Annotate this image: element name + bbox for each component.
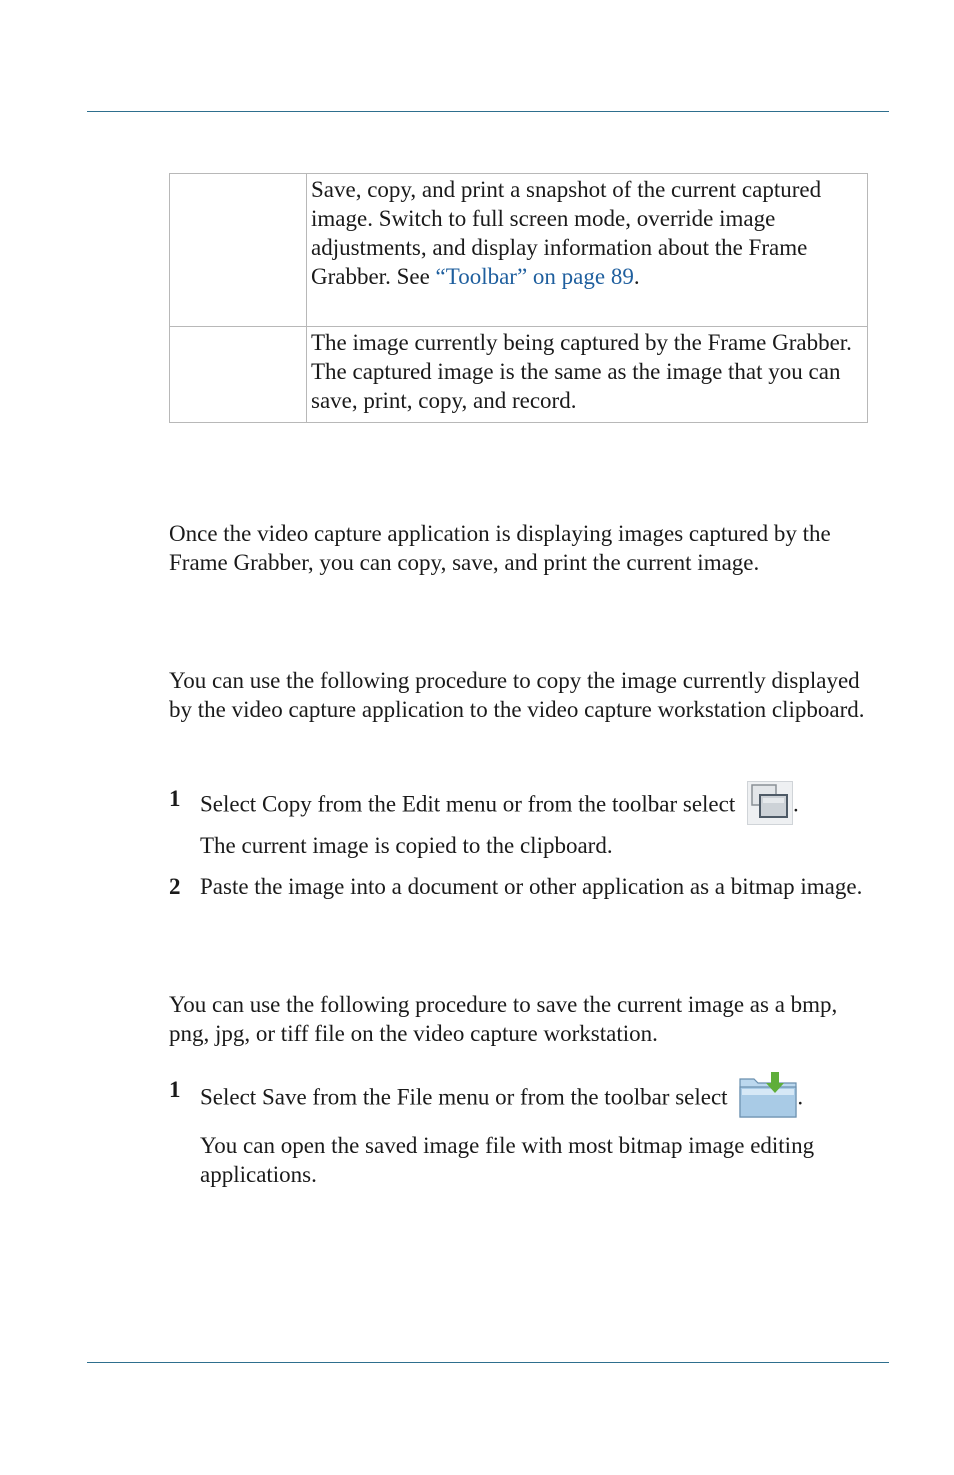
copy-icon [747, 781, 793, 825]
step-text: Select Save from the File menu or from the toolbar select [200, 1084, 734, 1110]
save-description: You can use the following procedure to save the current image as a bmp, png, jpg, or tiff file on the video capture workstation. [169, 992, 838, 1046]
save-folder-icon [739, 1071, 797, 1119]
table-description-cell [307, 174, 868, 327]
toolbar-description: Save, copy, and print a snapshot of the current captured image. Switch to full screen mode, override image adjustments, and display information about the Frame Grabber. See [311, 177, 822, 289]
copy-result: The current image is copied to the clipboard. [200, 833, 613, 858]
step-text: Select Copy from the Edit menu or from the toolbar select [200, 791, 741, 817]
toolbar-link[interactable]: “Toolbar” on page 89 [435, 264, 634, 289]
step-number: 2 [169, 874, 181, 899]
save-step-1 [169, 1075, 869, 1123]
step-period: . [793, 791, 799, 817]
footer-rule [87, 1362, 889, 1363]
header-rule [87, 111, 889, 112]
step-period: . [797, 1084, 804, 1110]
step-text: Paste the image into a document or other application as a bitmap image. [200, 874, 863, 899]
table-row [170, 327, 868, 423]
table-label-cell [170, 174, 307, 327]
table-description-cell [307, 327, 868, 423]
description-table [169, 173, 868, 423]
step-number: 1 [169, 786, 181, 811]
captured-image-description: The image currently being captured by the Frame Grabber. The captured image is the same as the image that you can save, print, copy, and record. [311, 330, 852, 413]
copy-description: You can use the following procedure to copy the image currently displayed by the video capture application to the video capture workstation clipboard. [169, 668, 865, 722]
save-result: You can open the saved image file with most bitmap image editing applications. [200, 1133, 815, 1187]
table-row [170, 174, 868, 327]
step-number: 1 [169, 1077, 181, 1102]
intro-paragraph: Once the video capture application is displaying images captured by the Frame Grabber, you can copy, save, and print the current image. [169, 521, 831, 575]
copy-step-1 [169, 784, 869, 828]
period: . [633, 264, 640, 289]
table-label-cell [170, 327, 307, 423]
copy-step-2 [169, 872, 869, 901]
